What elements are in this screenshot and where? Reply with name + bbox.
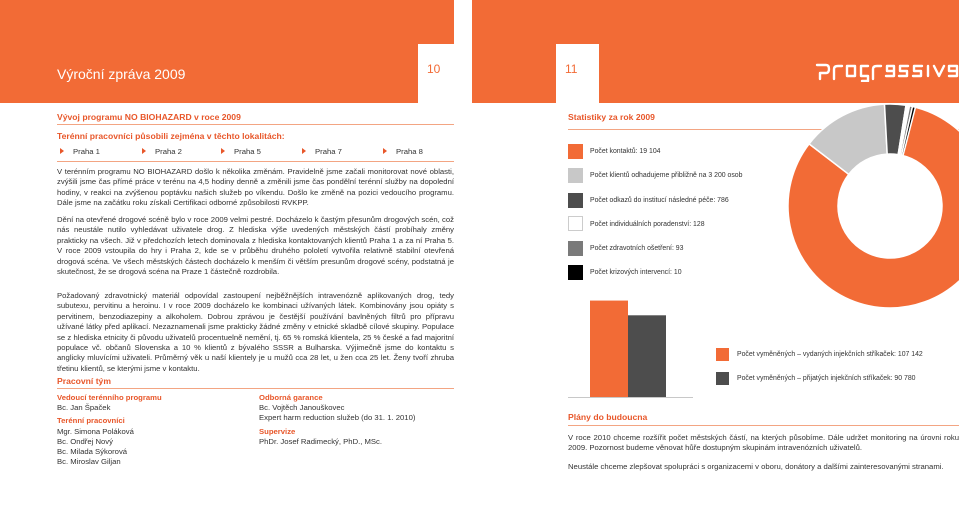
team-member: Mgr. Simona Poláková	[57, 426, 134, 436]
bar-received	[628, 315, 666, 397]
triangle-bullet-icon	[302, 148, 306, 154]
page-number-left: 10	[418, 44, 461, 103]
location-item: Praha 8	[383, 147, 423, 156]
stats-pie-chart	[760, 103, 959, 315]
legend-label: Počet individuálních poradenství: 128	[590, 221, 705, 228]
team-member: Bc. Miroslav Giljan	[57, 457, 121, 467]
team-role-label: Odborná garance	[259, 393, 323, 402]
legend-label: Počet krizových intervencí: 10	[590, 269, 682, 276]
team-heading: Pracovní tým	[57, 376, 111, 386]
triangle-bullet-icon	[221, 148, 225, 154]
legend-label: Počet klientů odhadujeme přibližně na 3 200 osob	[590, 172, 743, 179]
triangle-bullet-icon	[60, 148, 64, 154]
paragraph-materials: Požadovaný zdravotnický materiál odpovídal zastoupení nejběžnějších intravenózně aplikovaných drog, tedy subutexu, pervitinu a heroinu. I v roce 2009 docházelo ke kombinaci užívaných látek. Kombinovány jsou opiáty s pervitinem, benzodiazepiny a alkoholem. Dobrou zprávou je čestější používání bavlněných filtrů pro přípravu užívané látky před aplikací. Nezaznamenali jsme prakticky žádné změny v etnické skladbě cílové skupiny. Populace se z hlediska etnicity či původu uživatelů procentuelně nemění, tj. 65 % romská klientela, 25 % české a fad majoritní populace vč. občanů Slovenska a 10 % klientů z bývalého SSSR a Bulharska. Výjimečně jsme do kontaktu s anglicky mluvícími uživateli. Průměrný věk u naší klientely je u mužů cca 28 let, u žen cca 25 let. Ženy tvoří zhruba třetinu klientů, se kterými jsme v kontaktu.	[57, 291, 454, 373]
legend-swatch-counseling	[568, 216, 583, 231]
location-item: Praha 7	[302, 147, 342, 156]
legend-swatch-treatments	[568, 241, 583, 256]
team-role-label: Supervize	[259, 426, 296, 436]
program-heading: Vývoj programu NO BIOHAZARD v roce 2009	[57, 112, 241, 122]
locations-heading: Terénní pracovníci působili zejména v těchto lokalitách:	[57, 131, 285, 141]
legend-swatch-referrals	[568, 193, 583, 208]
syringe-bar-chart	[590, 298, 690, 397]
paragraph-changes: V terénním programu NO BIOHAZARD došlo k několika změnám. Pravidelně jsme začali monitorovat nové oblasti, zvýšili jsme čas přímé práce v terénu na 4,5 hodiny denně a změnili jsme čas pondělní terénní služby na dopolední hodiny, v reakci na zvýšenou poptávku našich služeb po víkendu. Došlo ke změně na pozici vedoucího programu. Dále jsme na začátku roku získali Certifikaci odborné způsobilosti RVKPP.	[57, 167, 454, 208]
legend-swatch-contacts	[568, 144, 583, 159]
legend-label: Počet zdravotních ošetření: 93	[590, 245, 684, 252]
stats-heading: Statistiky za rok 2009	[568, 112, 655, 122]
plans-heading: Plány do budoucna	[568, 412, 648, 422]
header-banner-left	[0, 0, 454, 103]
divider	[568, 425, 959, 426]
team-column-left	[57, 393, 247, 467]
paragraph-drug-scene: Dění na otevřené drogové scéně bylo v roce 2009 velmi pestré. Docházelo k častým přesunům drogových scén, což nás neustále nutilo vyhledávat uživatele drog. Z hlediska výše uvedených městských částí probíhaly změny prakticky na všech. Již v předchozích letech dominovala z hlediska kontaktovaných klientů Praha 1 a za ní Praha 5. V roce 2009 vstoupila do hry i Praha 2, kde se v průběhu druhého pololetí vytvořila relativně stabilní otevřená drogová scéna. Ve všech městských částech docházelo k menším či větším presunům drogové scény, podstatná je skutečnost, že se drogová scéna na Praze 1 částečně rozdrobila.	[57, 215, 454, 277]
team-member: Bc. Vojtěch Janouškovec	[259, 403, 345, 413]
page-number-right: 11	[556, 44, 599, 103]
progressive-logo	[813, 60, 959, 82]
legend-swatch-crisis	[568, 265, 583, 280]
bar-legend-swatch-received	[716, 372, 729, 385]
divider	[57, 388, 454, 389]
location-item: Praha 2	[142, 147, 182, 156]
location-item: Praha 5	[221, 147, 261, 156]
team-role-label: Terénní pracovníci	[57, 416, 125, 426]
report-title: Výroční zpráva 2009	[57, 66, 186, 82]
divider	[57, 161, 454, 162]
triangle-bullet-icon	[383, 148, 387, 154]
plans-paragraph-1: V roce 2010 chceme rozšířit počet městských částí, na kterých působíme. Dále udržet monitoring na úrovni roku 2009. Pozornost budeme věnovat hůře dostupným skupinám intravenózních uživatelů.	[568, 433, 959, 453]
team-member: Bc. Milada Sýkorová	[57, 447, 128, 457]
bar-legend-label: Počet vyměněných – vydaných injekčních stříkaček: 107 142	[737, 351, 923, 358]
bar-legend-label: Počet vyměněných – přijatých injekčních stříkaček: 90 780	[737, 375, 916, 382]
team-column-right	[259, 393, 454, 447]
bar-baseline	[568, 397, 693, 398]
team-member: Expert harm reduction služeb (do 31. 1. 2010)	[259, 413, 416, 423]
legend-swatch-clients	[568, 168, 583, 183]
team-member: Bc. Jan Špaček	[57, 403, 111, 413]
plans-paragraph-2: Neustále chceme zlepšovat spolupráci s organizacemi v oboru, donátory a dalšími zainteresovanými stranami.	[568, 462, 944, 471]
team-role-label: Vedoucí terénního programu	[57, 393, 162, 402]
team-member: PhDr. Josef Radimecký, PhD., MSc.	[259, 436, 383, 446]
legend-label: Počet kontaktů: 19 104	[590, 148, 661, 155]
legend-label: Počet odkazů do institucí následné péče: 786	[590, 197, 729, 204]
header-banner-right	[472, 0, 959, 103]
location-item: Praha 1	[60, 147, 100, 156]
team-member: Bc. Ondřej Nový	[57, 436, 113, 446]
divider	[57, 124, 454, 125]
triangle-bullet-icon	[142, 148, 146, 154]
bar-legend-swatch-issued	[716, 348, 729, 361]
bar-issued	[590, 301, 628, 397]
